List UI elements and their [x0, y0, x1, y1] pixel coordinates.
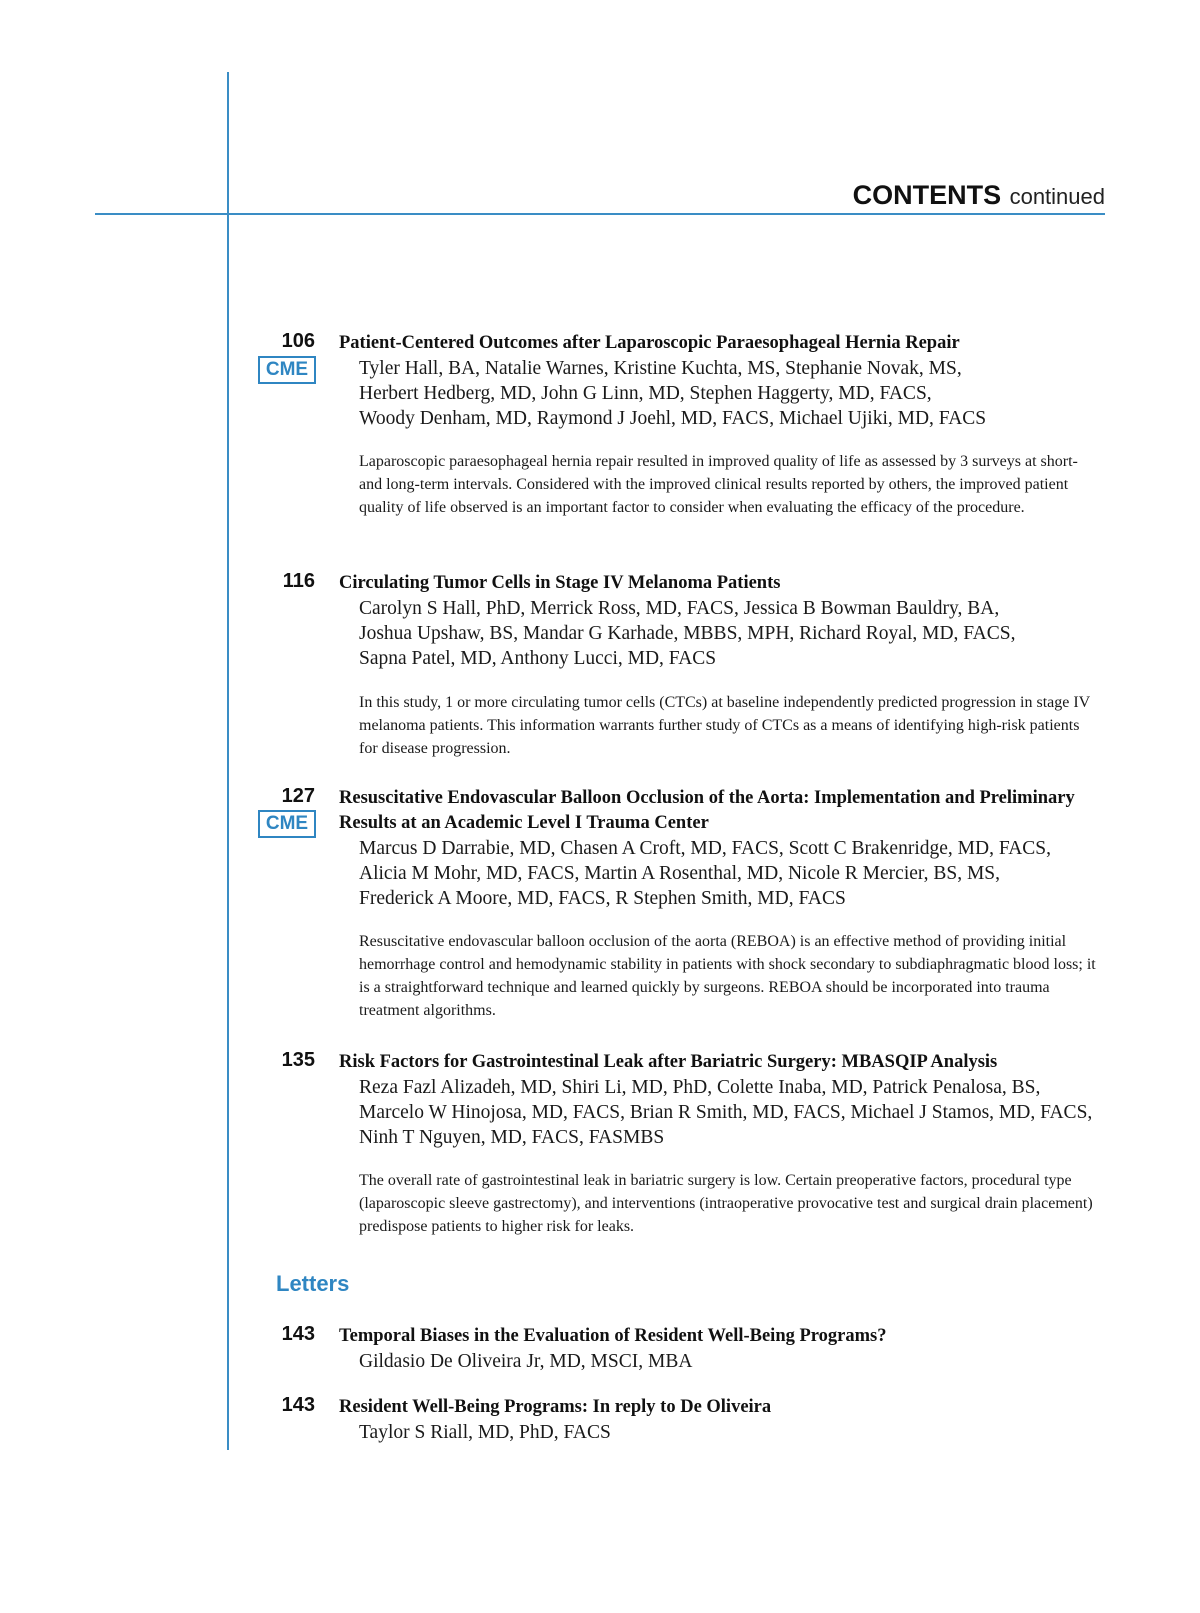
cme-badge: CME	[258, 810, 316, 838]
article-title[interactable]: Risk Factors for Gastrointestinal Leak after Bariatric Surgery: MBASQIP Analysis	[339, 1052, 998, 1072]
page-number: 143	[281, 1394, 315, 1416]
article-summary: Laparoscopic paraesophageal hernia repair resulted in improved quality of life as assessed by 3 surveys at short- and long-term intervals. Considered with the improved clinical results reported by others, the improved patient quality of life observed is an important factor to consider when evaluating the efficacy of the procedure.	[359, 453, 1078, 516]
section-heading-letters: Letters	[276, 1271, 350, 1296]
article-authors	[359, 836, 1109, 911]
vertical-rule	[227, 72, 229, 1450]
article-title[interactable]: Patient-Centered Outcomes after Laparoscopic Paraesophageal Hernia Repair	[339, 333, 960, 353]
page-number: 143	[281, 1323, 315, 1345]
author-line: Marcelo W Hinojosa, MD, FACS, Brian R Smith, MD, FACS, Michael J Stamos, MD, FACS,	[359, 1102, 1093, 1123]
author-line: Frederick A Moore, MD, FACS, R Stephen Smith, MD, FACS	[359, 888, 846, 909]
horizontal-rule	[95, 213, 1105, 215]
author-line: Tyler Hall, BA, Natalie Warnes, Kristine Kuchta, MS, Stephanie Novak, MS,	[359, 358, 962, 379]
author-line: Carolyn S Hall, PhD, Merrick Ross, MD, FACS, Jessica B Bowman Bauldry, BA,	[359, 598, 1000, 619]
author-line: Marcus D Darrabie, MD, Chasen A Croft, MD, FACS, Scott C Brakenridge, MD, FACS,	[359, 838, 1052, 859]
page-number: 135	[281, 1049, 315, 1071]
article-authors	[359, 1075, 1109, 1150]
article-title[interactable]: Circulating Tumor Cells in Stage IV Melanoma Patients	[339, 573, 781, 593]
author-line: Reza Fazl Alizadeh, MD, Shiri Li, MD, PhD, Colette Inaba, MD, Patrick Penalosa, BS,	[359, 1077, 1041, 1098]
author-line: Alicia M Mohr, MD, FACS, Martin A Rosenthal, MD, Nicole R Mercier, BS, MS,	[359, 863, 1001, 884]
letter-author: Gildasio De Oliveira Jr, MD, MSCI, MBA	[359, 1351, 693, 1372]
article-summary: The overall rate of gastrointestinal leak in bariatric surgery is low. Certain preoperative factors, procedural type (laparoscopic sleeve gastrectomy), and interventions (intraoperative provocative test and surgical drain placement) predispose patients to higher risk for leaks.	[359, 1172, 1093, 1235]
author-line: Sapna Patel, MD, Anthony Lucci, MD, FACS	[359, 648, 717, 669]
letter-author: Taylor S Riall, MD, PhD, FACS	[359, 1422, 611, 1443]
letter-title[interactable]: Resident Well-Being Programs: In reply to De Oliveira	[339, 1397, 772, 1417]
author-line: Ninh T Nguyen, MD, FACS, FASMBS	[359, 1127, 665, 1148]
page-number: 127	[281, 785, 315, 807]
cme-badge: CME	[258, 356, 316, 384]
page-number: 116	[282, 570, 315, 592]
page-header	[853, 180, 1105, 211]
author-line: Herbert Hedberg, MD, John G Linn, MD, Stephen Haggerty, MD, FACS,	[359, 383, 932, 404]
article-authors	[359, 596, 1109, 671]
article-summary: In this study, 1 or more circulating tumor cells (CTCs) at baseline independently predicted progression in stage IV melanoma patients. This information warrants further study of CTCs as a means of identifying high-risk patients for disease progression.	[359, 694, 1090, 757]
author-line: Woody Denham, MD, Raymond J Joehl, MD, FACS, Michael Ujiki, MD, FACS	[359, 408, 987, 429]
header-contents: CONTENTS	[852, 180, 1002, 210]
page-number: 106	[281, 330, 315, 352]
article-title[interactable]: Resuscitative Endovascular Balloon Occlusion of the Aorta: Implementation and Preliminary Results at an Academic Level I Trauma Center	[339, 788, 1075, 833]
letter-title[interactable]: Temporal Biases in the Evaluation of Resident Well-Being Programs?	[339, 1326, 887, 1346]
author-line: Joshua Upshaw, BS, Mandar G Karhade, MBBS, MPH, Richard Royal, MD, FACS,	[359, 623, 1016, 644]
article-authors	[359, 356, 1109, 431]
header-continued: continued	[1009, 184, 1105, 209]
article-summary: Resuscitative endovascular balloon occlusion of the aorta (REBOA) is an effective method of providing initial hemorrhage control and hemodynamic stability in patients with shock secondary to subdiaphragmatic blood loss; it is a straightforward technique and learned quickly by surgeons. REBOA should be incorporated into trauma treatment algorithms.	[359, 933, 1096, 1019]
